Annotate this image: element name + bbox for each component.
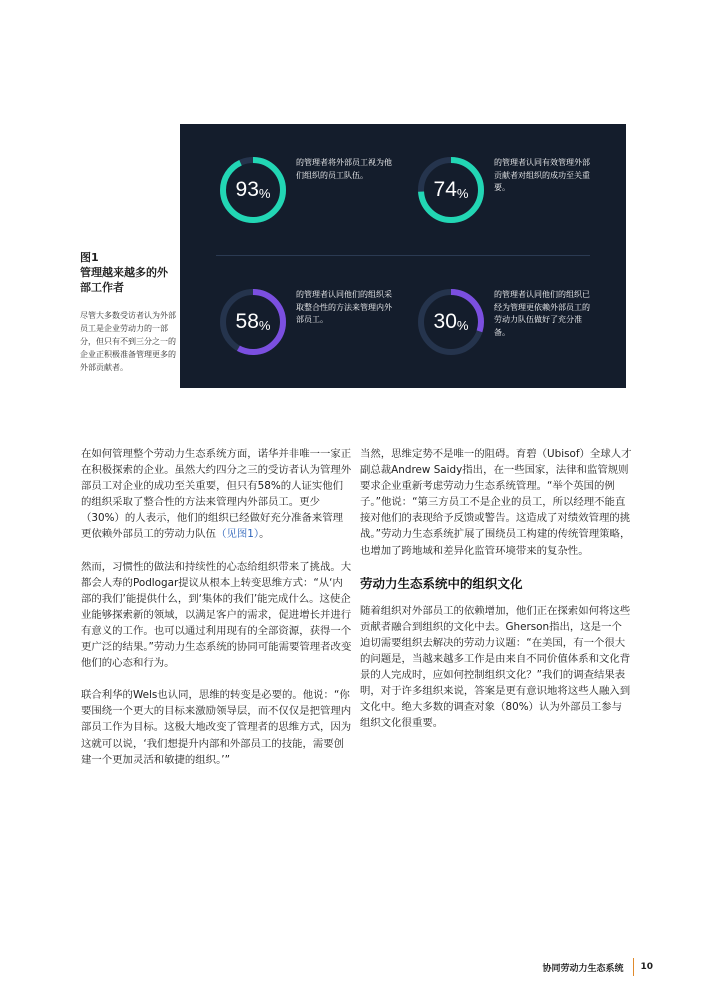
page-number: 10 — [640, 962, 653, 972]
stat-unit: % — [456, 185, 469, 201]
stat-value — [218, 287, 288, 357]
stat-card — [218, 287, 418, 367]
figure-title: 管理越来越多的外部工作者 — [80, 266, 168, 294]
stat-number: 93 — [235, 178, 259, 201]
stat-number: 74 — [433, 178, 457, 201]
stat-card — [416, 155, 616, 235]
figure-reference-link[interactable]: （见图1） — [216, 528, 260, 541]
page-footer — [542, 958, 653, 976]
body-column-right — [360, 446, 632, 747]
stat-number: 58 — [235, 310, 259, 333]
paragraph-text: 在如何管理整个劳动力生态系统方面，诺华并非唯一一家正在积极探索的企业。虽然大约四分之三的受访者认为管理外部员工对企业的成功至关重要，但只有58%的人证实他们的组织采取了整合性的方法来管理内外部员工。更少（30%）的人表示，他们的组织已经做好充分准备来管理更依赖外部员工的劳动力队伍 — [81, 448, 352, 541]
figure-caption — [80, 250, 176, 374]
paragraph: 当然，思维定势不是唯一的阻碍。育碧（Ubisof）全球人才副总裁Andrew Saidy指出，在一些国家，法律和监管规则要求企业重新考虑劳动力生态系统管理。“举个英国的例子。”他说：“第三方员工不是企业的员工，所以经理不能直接对他们的表现给予反馈或警告。这造成了对绩效管理的挑战。”劳动力生态系统扩展了围绕员工构建的传统管理策略，也增加了跨地域和差异化监管环境带来的复杂性。 — [360, 448, 632, 557]
stat-card — [416, 287, 616, 367]
figure-label: 图1 — [80, 251, 99, 264]
stat-number: 30 — [433, 310, 457, 333]
stat-unit: % — [258, 185, 271, 201]
stat-description: 的管理者认同他们的组织已经为管理更依赖外部员工的劳动力队伍做好了充分准备。 — [494, 290, 590, 337]
stat-description: 的管理者认同有效管理外部贡献者对组织的成功至关重要。 — [494, 158, 590, 192]
section-heading: 劳动力生态系统中的组织文化 — [360, 575, 523, 591]
stat-unit: % — [456, 317, 469, 333]
footer-title: 协同劳动力生态系统 — [542, 963, 624, 974]
panel-divider — [216, 255, 590, 256]
paragraph-end: 。 — [259, 528, 270, 541]
stat-description: 的管理者将外部员工视为他们组织的员工队伍。 — [296, 158, 392, 180]
paragraph: 随着组织对外部员工的依赖增加，他们正在探索如何将这些贡献者融合到组织的文化中去。Gherson指出，这是一个迫切需要组织去解决的劳动力议题：“在美国，有一个很大的问题是，当越来越多工作是由来自不同价值体系和文化背景的人完成时，应如何控制组织文化？”我们的调查结果表明，对于许多组织来说，答案是更有意识地将这些人融入到文化中。绝大多数的调查对象（80%）认为外部员工参与组织文化很重要。 — [360, 604, 631, 730]
paragraph — [81, 446, 353, 543]
body-column-left — [81, 446, 353, 784]
stat-description: 的管理者认同他们的组织采取整合性的方法来管理内外部员工。 — [296, 290, 392, 324]
footer-separator — [633, 958, 634, 976]
stat-card — [218, 155, 418, 235]
stat-value — [416, 287, 486, 357]
figure-description: 尽管大多数受访者认为外部员工是企业劳动力的一部分，但只有不到三分之一的企业正积极准备管理更多的外部贡献者。 — [80, 311, 176, 372]
stat-value — [218, 155, 288, 225]
paragraph: 联合利华的Wels也认同，思维的转变是必要的。他说：“你要围绕一个更大的目标来激励领导层，而不仅仅是把管理内部员工作为目标。这极大地改变了管理者的思维方式，因为这就可以说，‘我们想提升内部和外部员工的技能，需要创建一个更加灵活和敏捷的组织。’” — [81, 689, 352, 766]
stats-panel — [180, 124, 626, 388]
stat-value — [416, 155, 486, 225]
stat-unit: % — [258, 317, 271, 333]
paragraph: 然而，习惯性的做法和持续性的心态给组织带来了挑战。大都会人寿的Podlogar提议从根本上转变思维方式：“从‘内部的我们’能提供什么，到‘集体的我们’能完成什么。这使企业能够探索新的领域，以满足客户的需求，促进增长并进行有意义的工作。也可以通过利用现有的全部资源，获得一个更广泛的结果。”劳动力生态系统的协同可能需要管理者改变他们的心态和行为。 — [81, 560, 352, 670]
